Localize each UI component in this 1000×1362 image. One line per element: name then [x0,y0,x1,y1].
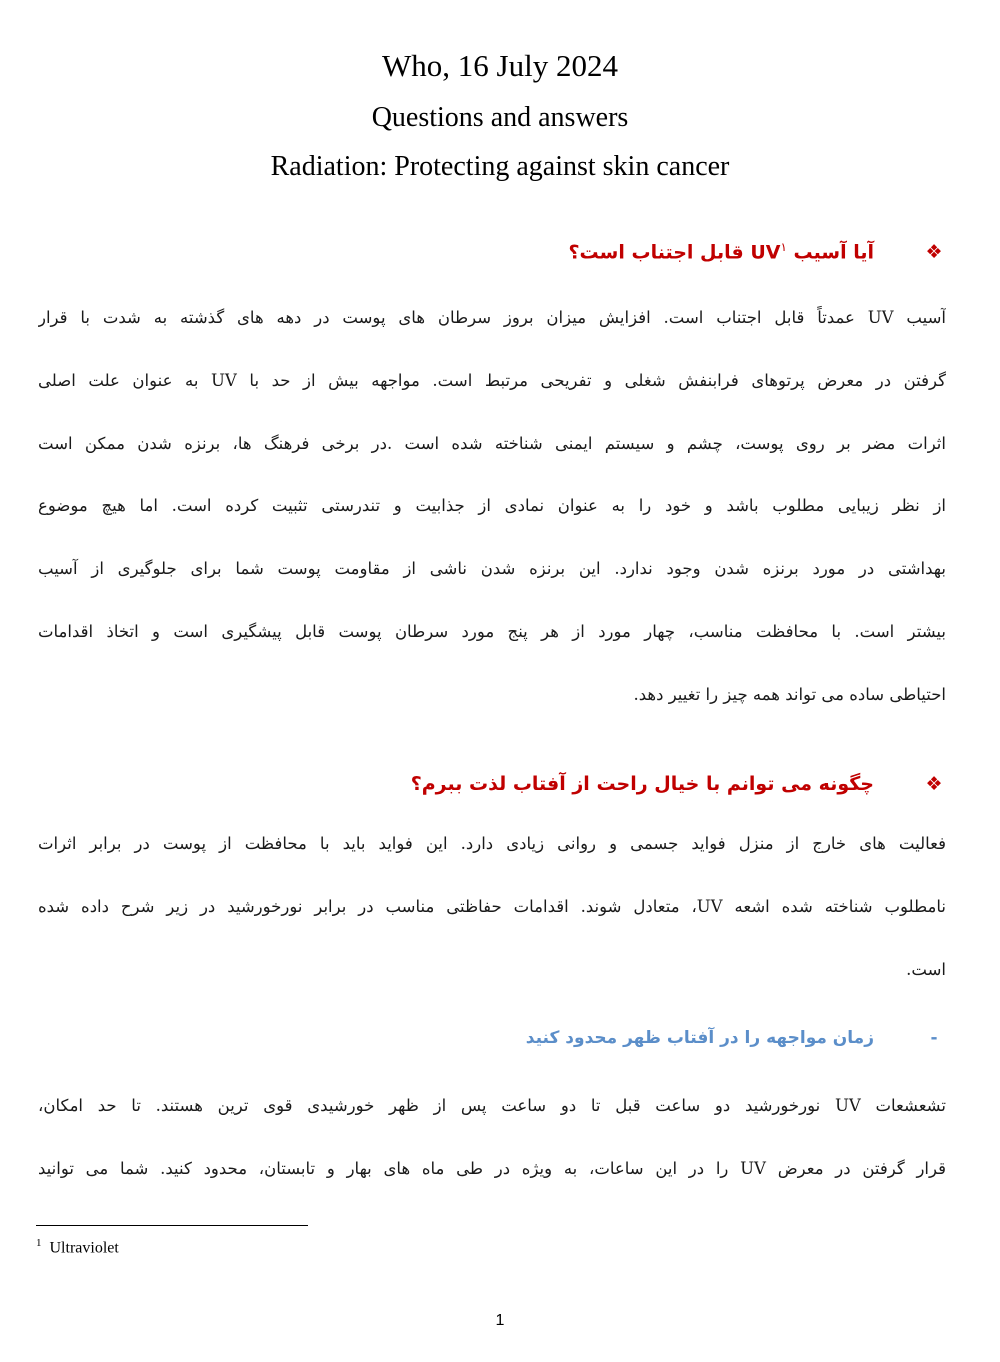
document-subtitle: Questions and answers [371,102,629,133]
paragraph-line: اثرات مضر بر روی پوست، چشم و سیستم ایمنی شناخته شده است .در برخی فرهنگ ها، برنزه شدن ممکن است [38,433,946,453]
section-2-paragraph [38,830,946,1018]
paragraph-line: آسیب UV عمدتاً قابل اجتناب است. افزایش میزان بروز سرطان های پوست در دهه های گذشته به شدت با قرار [38,308,946,327]
paragraph-line: قرار گرفتن در معرض UV را در این ساعات، به ویژه در طی ماه های بهار و تابستان، محدود کنید. شما می توانید [38,1158,946,1178]
paragraph-line: احتیاطی ساده می تواند همه چیز را تغییر دهد. [633,684,946,704]
page-number: 1 [495,1312,505,1329]
subsection-paragraph [38,1092,946,1218]
section-heading-text: آیا آسیب $UV^۱$ قابل اجتناب است؟ [568,240,874,264]
section-heading-text: چگونه می توانم با خیال راحت از آفتاب لذت ببرم؟ [410,773,874,795]
section-1-paragraph [38,304,946,744]
footnote-ref: ۱ [780,240,787,254]
paragraph-line: بهداشتی در مورد برنزه شدن وجود ندارد. این برنزه شدن ناشی از مقاومت پوست شما برای جلوگیری از آسیب [38,559,946,579]
subheading-limit-midday-sun [40,1028,946,1048]
paragraph-line: نامطلوب شناخته شده اشعه UV، متعادل شوند. اقدامات حفاظتی مناسب در برابر نورخورشید در زیر شرح داده شده [38,896,946,916]
section-heading-enjoy-sun [40,773,946,795]
document-date: Who, 16 July 2024 [382,48,618,83]
paragraph-line: فعالیت های خارج از منزل فواید جسمی و روانی زیادی دارد. این فواید باید با محافظت از پوست در برابر اثرات [38,834,946,853]
section-heading-uv-avoidable [40,240,946,263]
footnote [36,1237,119,1257]
document-topic-title: Radiation: Protecting against skin cancer [270,151,730,182]
diamond-bullet-icon: ❖ [925,240,943,263]
dash-bullet: - [930,1028,938,1048]
diamond-bullet-icon: ❖ [925,773,943,795]
footnote-text: Ultraviolet [49,1239,119,1257]
footnote-number: 1 [36,1237,42,1249]
paragraph-line: گرفتن در معرض پرتوهای فرابنفش شغلی و تفریحی مرتبط است. مواجهه بیش از حد با UV به عنوان علت اصلی [38,370,946,390]
paragraph-line: است. [906,959,946,979]
paragraph-line: از نظر زیبایی مطلوب باشد و خود را به عنوان نمادی از جذابیت و تندرستی تثبیت کرده است. اما هیچ موضوع [38,496,946,516]
paragraph-line: بیشتر است. با محافظت مناسب، چهار مورد از هر پنج مورد سرطان پوست قابل پیشگیری است و اتخاذ اقدامات [38,621,946,641]
footnote-separator [36,1225,308,1226]
subheading-text: زمان مواجهه را در آفتاب ظهر محدود کنید [525,1028,874,1048]
paragraph-line: تشعشعات UV نورخورشید دو ساعت قبل تا دو ساعت پس از ظهر خورشیدی قوی ترین هستند. تا حد امکان، [38,1096,946,1115]
